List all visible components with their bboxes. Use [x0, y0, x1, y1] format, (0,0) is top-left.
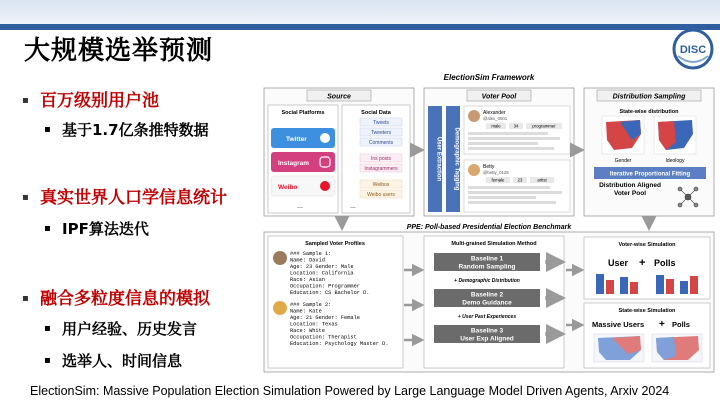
alexander-tag-1: male [491, 123, 501, 129]
bullet-multigrained: ▪ 融合多粒度信息的模拟 [22, 289, 210, 309]
baseline-1-name: Random Sampling [458, 263, 516, 271]
source-title: Source [327, 93, 351, 101]
betty-tag-2: 23 [517, 177, 523, 183]
voter-pool-title: Voter Pool [481, 93, 517, 101]
demographic-tagging-label: Demographic Tagging [453, 127, 460, 191]
citation-footer: ElectionSim: Massive Population Election Simulation Powered by Large Language Model Driven Agents, Arxiv 2024 [30, 384, 670, 398]
user-extraction-label: User Extraction [435, 136, 442, 182]
alexander-name: Alexander [483, 110, 506, 116]
sample1-line-4: Location: California [290, 270, 354, 277]
sample2-line-6: Occupation: Therapist [290, 334, 357, 341]
voter-sim-plus: + [639, 257, 646, 269]
alexander-avatar [468, 110, 480, 122]
sample2-line-7: Education: Psychology Master D. [290, 341, 389, 347]
data-ellipsis: ... [350, 203, 356, 210]
sample1-line-5: Race: Asian [290, 277, 325, 283]
betty-handle: @betty_0128 [483, 170, 509, 175]
sample1-line-1: ### Sample 1: [290, 251, 332, 257]
social-platforms-title: Social Platforms [281, 110, 325, 116]
baseline-2-title: Baseline 2 [470, 291, 504, 299]
distribution-panel [584, 88, 714, 216]
header-band [0, 0, 720, 24]
sample2-line-1: ### Sample 2: [290, 302, 332, 308]
weibo-icon [320, 181, 330, 191]
method-title: Multi-grained Simulation Method [451, 241, 537, 247]
weibo-label: Weibo [278, 184, 298, 191]
addition-experience: + User Past Experiences [457, 314, 517, 320]
statewise-label: State-wise distribution [619, 109, 679, 115]
betty-tag-1: female [491, 177, 505, 183]
david-avatar [273, 251, 287, 265]
sample1-line-7: Education: CS Bachelor D. [290, 290, 370, 296]
platforms-ellipsis: ... [297, 203, 303, 210]
gender-label: Gender [614, 158, 632, 164]
betty-name: Betty [483, 164, 495, 170]
distribution-title: Distribution Sampling [612, 93, 686, 101]
data-tweeters: Tweeters [370, 130, 392, 136]
bullet-ipf: ▪ IPF算法迭代 [44, 220, 149, 238]
aligned-pool-label: Distribution Aligned Voter Pool [599, 182, 661, 197]
bullet-elector-time: ▪ 选举人、时间信息 [44, 352, 183, 370]
ipf-label: Iterative Proportional Fitting [609, 171, 691, 178]
sample2-line-2: Name: Kate [290, 308, 322, 315]
alexander-tag-2: 34 [513, 123, 519, 129]
voter-sim-user: User [608, 258, 629, 268]
state-sim-polls: Polls [672, 320, 690, 329]
ppe-title: PPE: Poll-based Presidential Election Benchmark [406, 224, 572, 231]
ideology-label: Ideology [665, 158, 685, 164]
voter-sim-title: Voter-wise Simulation [618, 242, 676, 248]
voter-card-1 [464, 106, 570, 154]
bullet-twitter-data: ▪ 基于1.7亿条推特数据 [44, 121, 209, 139]
instagram-label: Instagram [278, 160, 310, 167]
twitter-icon [320, 133, 330, 143]
sample2-line-4: Location: Texas [290, 321, 338, 328]
logo-text: DISC [679, 44, 707, 56]
sample1-line-2: Name: David [290, 257, 325, 264]
disc-logo-icon [672, 28, 714, 70]
alexander-handle: @alex_0001 [483, 116, 508, 121]
state-sim-title: State-wise Simulation [618, 308, 676, 314]
sample1-line-6: Occupation: Programmer [290, 283, 360, 290]
betty-avatar [468, 164, 480, 176]
voter-pool-panel [424, 88, 574, 216]
slide-title: 大规模选举预测 [24, 36, 214, 66]
betty-tag-3: artist [537, 177, 547, 183]
ppe-panel [264, 224, 714, 372]
profiles-title: Sampled Voter Profiles [305, 241, 365, 247]
state-sim-plus: + [659, 319, 665, 330]
baseline-1-title: Baseline 1 [470, 255, 504, 263]
baseline-3-title: Baseline 3 [470, 327, 504, 335]
baseline-2-name: Demo Guidance [462, 299, 512, 307]
source-panel [264, 88, 414, 216]
data-ins-posts: Ins posts [370, 156, 392, 162]
sample2-line-3: Age: 21 Gender: Female [290, 315, 360, 321]
voter-card-2 [464, 160, 570, 212]
state-sim-users: Massive Users [592, 320, 645, 329]
bullet-demographics: ▪ 真实世界人口学信息统计 [22, 188, 227, 208]
twitter-label: Twitter [286, 136, 307, 143]
data-tweets: Tweets [373, 120, 389, 126]
bullet-user-experience: ▪ 用户经验、历史发言 [44, 320, 198, 338]
voter-sim-polls: Polls [654, 258, 676, 268]
framework-title: ElectionSim Framework [443, 73, 535, 82]
addition-demographic: + Demographic Distribution [454, 278, 520, 284]
alexander-tag-3: programmer [532, 123, 556, 129]
data-weibo-users: Weibo users [367, 192, 395, 198]
kate-avatar [273, 301, 287, 315]
sample2-line-5: Race: White [290, 328, 325, 334]
electionsim-framework-figure [262, 70, 717, 375]
baseline-3-name: User Exp Aligned [460, 335, 514, 343]
data-weibos: Weibos [372, 182, 390, 188]
social-data-title: Social Data [361, 110, 391, 116]
sample1-line-3: Age: 23 Gender: Male [290, 264, 354, 270]
data-comments: Comments [368, 140, 394, 146]
bullet-user-pool: ▪ 百万级别用户池 [22, 91, 159, 111]
data-instagrammers: Instagrammers [364, 166, 398, 172]
